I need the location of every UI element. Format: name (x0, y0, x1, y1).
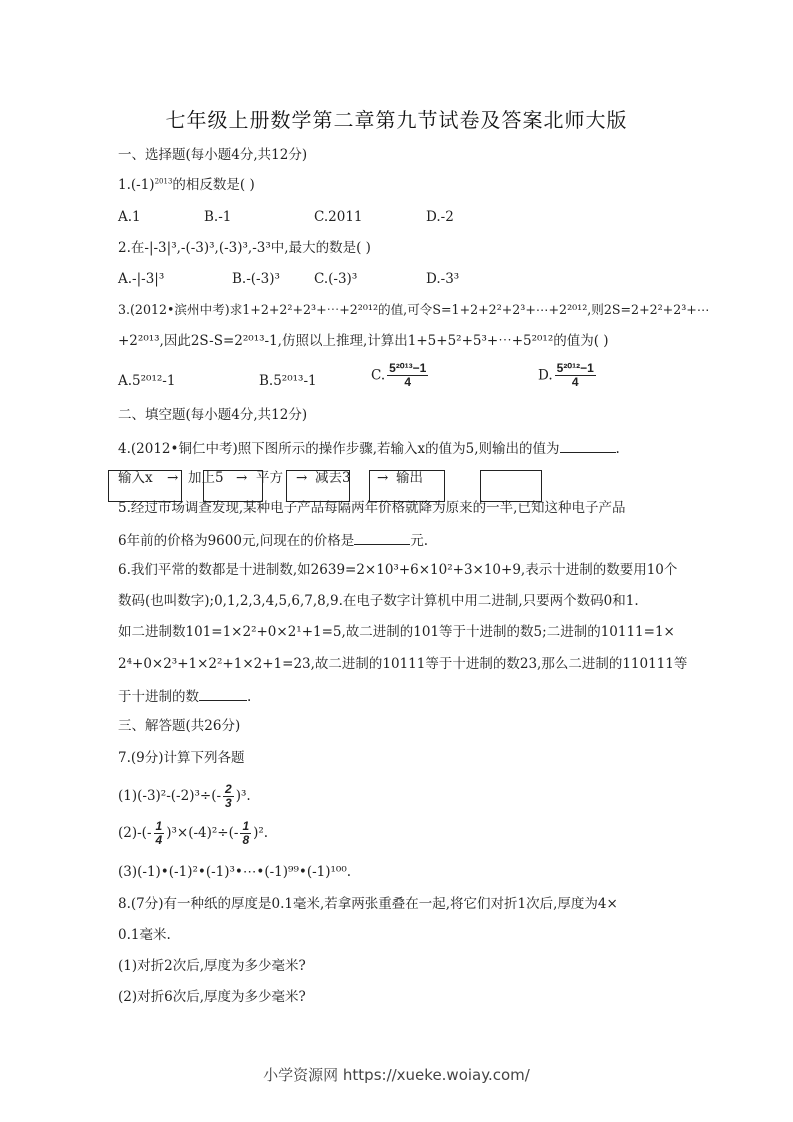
section-heading-choice: 一、选择题(每小题4分,共12分) (118, 147, 308, 163)
flow-arrow-1: → (167, 470, 179, 486)
q7-part-2-suffix: )². (253, 825, 269, 841)
flow-step-input: 输入x (118, 470, 153, 486)
flow-arrow-4: → (377, 470, 389, 486)
q3-option-d (538, 362, 598, 389)
q3-option-c (371, 362, 430, 389)
q7-part-2-middle: )³×(-4)²÷(- (166, 825, 239, 841)
question-6-line-2: 数码(也叫数字);0,1,2,3,4,5,6,7,8,9.在电子数字计算机中用二进制,只要两个数码0和1. (118, 593, 639, 609)
question-8-part-2: (2)对折6次后,厚度为多少毫米? (118, 989, 306, 1005)
flow-step-output: 输出 (396, 470, 423, 486)
question-8-line-2: 0.1毫米. (118, 927, 171, 943)
question-6-line-4: 2⁴+0×2³+1×2²+1×2+1=23,故二进制的10111等于十进制的数23,那么二进制的110111等 (118, 656, 688, 672)
question-7-part-1 (118, 781, 251, 811)
q7-part-1-numerator: 2 (225, 782, 232, 796)
q1-option-c: C.2011 (314, 209, 363, 225)
q2-option-d: D.-3³ (426, 271, 460, 287)
question-7: 7.(9分)计算下列各题 (118, 750, 245, 766)
question-5-end: 元. (410, 533, 429, 549)
question-6-line-1: 6.我们平常的数都是十进制数,如2639=2×10³+6×10²+3×10+9,表示十进制的数要用10个 (118, 562, 678, 578)
question-1-exponent: 2013 (154, 177, 173, 186)
question-6-line-5 (118, 686, 251, 706)
answer-blank (199, 686, 247, 701)
question-8-part-1: (1)对折2次后,厚度为多少毫米? (118, 958, 306, 974)
q7-part-2-prefix: (2)-(- (118, 825, 152, 841)
question-6-line-3: 如二进制数101=1×2²+0×2¹+1=5,故二进制的101等于十进制的数5;二进制的10111=1× (118, 624, 675, 640)
answer-blank (354, 530, 410, 545)
question-8-line-1: 8.(7分)有一种纸的厚度是0.1毫米,若拿两张重叠在一起,将它们对折1次后,厚度为4× (118, 896, 618, 912)
page-title: 七年级上册数学第二章第九节试卷及答案北师大版 (165, 108, 628, 132)
question-3-line-1: 3.(2012•滨州中考)求1+2+2²+2³+⋯+2²⁰¹²的值,可令S=1+2+2²+2³+⋯+2²⁰¹²,则2S=2+2²+2³+⋯ (118, 302, 710, 317)
q1-option-b: B.-1 (204, 209, 232, 225)
q7-part-1-suffix: )³. (235, 788, 251, 804)
q3-option-c-label: C. (371, 367, 386, 384)
q3-option-b: B.5²⁰¹³-1 (259, 373, 317, 389)
question-7-part-2 (118, 818, 268, 848)
question-6-text: 于十进制的数 (118, 689, 199, 705)
question-2: 2.在-|-3|³,-(-3)³,(-3)³,-3³中,最大的数是( ) (118, 240, 371, 256)
flow-step-subtract: 减去3 (315, 470, 351, 486)
q3-option-a: A.5²⁰¹²-1 (118, 373, 176, 389)
q7-part-2-numerator-2: 1 (242, 819, 250, 833)
question-4-text: 4.(2012•铜仁中考)照下图所示的操作步骤,若输入x的值为5,则输出的值为 (118, 441, 560, 457)
q1-option-a: A.1 (118, 209, 141, 225)
q3-option-d-label: D. (538, 367, 553, 384)
flow-step-square: 平方 (256, 470, 283, 486)
question-1-suffix: 的相反数是( ) (172, 177, 255, 193)
q7-part-2-denominator-1: 4 (155, 833, 163, 847)
question-6-end: . (247, 689, 252, 705)
question-5-line-2 (118, 530, 428, 550)
flow-box-output (480, 470, 542, 502)
q1-option-d: D.-2 (426, 209, 454, 225)
q3-option-d-numerator: 5²⁰¹²−1 (556, 361, 594, 375)
q2-option-c: C.(-3)³ (314, 271, 358, 287)
section-heading-solve: 三、解答题(共26分) (118, 718, 241, 734)
question-5-text: 6年前的价格为9600元,问现在的价格是 (118, 533, 355, 549)
question-4 (118, 438, 620, 458)
q3-option-c-numerator: 5²⁰¹³−1 (389, 361, 427, 375)
q7-part-1-denominator: 3 (225, 796, 232, 810)
q2-option-b: B.-(-3)³ (232, 271, 280, 287)
question-4-end: . (615, 441, 620, 457)
q7-part-2-denominator-2: 8 (242, 833, 250, 847)
q2-option-a: A.-|-3|³ (118, 271, 165, 287)
q7-part-2-numerator-1: 1 (155, 819, 163, 833)
question-1 (118, 176, 255, 194)
q3-option-c-denominator: 4 (404, 375, 412, 389)
flow-step-add: 加上5 (188, 470, 224, 486)
question-1-prefix: 1.(-1) (118, 177, 155, 193)
question-5-line-1: 5.经过市场调查发现,某种电子产品每隔两年价格就降为原来的一半,已知这种电子产品 (118, 500, 626, 516)
question-7-part-3: (3)(-1)•(-1)²•(-1)³•⋯•(-1)⁹⁹•(-1)¹⁰⁰. (118, 864, 352, 880)
q7-part-1-prefix: (1)(-3)²-(-2)³÷(- (118, 788, 222, 804)
question-3-line-2: +2²⁰¹³,因此2S-S=2²⁰¹³-1,仿照以上推理,计算出1+5+5²+5³+⋯+5²⁰¹²的值为( ) (118, 333, 609, 349)
flow-arrow-2: → (236, 470, 248, 486)
answer-blank (560, 438, 616, 453)
q3-option-d-denominator: 4 (571, 375, 579, 389)
page-footer: 小学资源网 https://xueke.woiay.com/ (263, 1066, 530, 1084)
section-heading-fill: 二、填空题(每小题4分,共12分) (118, 407, 308, 423)
flow-arrow-3: → (296, 470, 308, 486)
